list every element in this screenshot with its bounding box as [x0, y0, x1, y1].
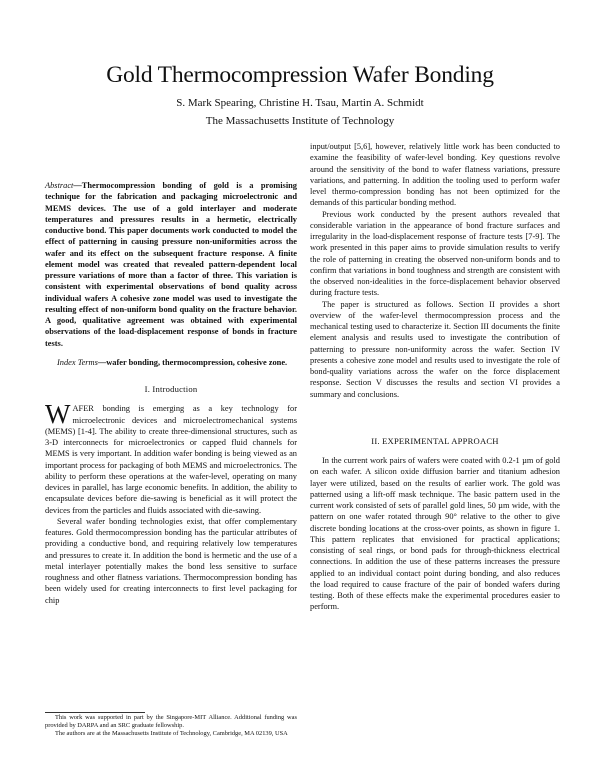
index-terms-text: —wafer bonding, thermocompression, cohesive zone. — [97, 357, 288, 367]
intro-paragraph-1 — [45, 399, 297, 516]
right-column — [310, 141, 560, 613]
section-heading-introduction: I. Introduction — [144, 384, 198, 394]
intro-paragraph-4: The paper is structured as follows. Section II provides a short overview of the wafer-level thermocompression process and the mechanical testing used to characterize it. Section III documents the finite element analysis and results used to investigate the contribution of patterning to pressure non-uniformity across the wafer. Section IV presents a cohesive zone model and results used to investigate the role of bond-quality variations across the wafer on the force displacement response. Section V discusses the results and section VI provides a summary and conclusions. — [310, 299, 560, 399]
footnotes — [45, 714, 297, 739]
footnote-affiliation: The authors are at the Massachusetts Institute of Technology, Cambridge, MA 02139, USA — [55, 730, 288, 738]
section-heading-experimental: II. EXPERIMENTAL APPROACH — [371, 435, 499, 446]
left-column — [45, 180, 297, 606]
column-gap — [310, 400, 560, 436]
author-list: S. Mark Spearing, Christine H. Tsau, Martin A. Schmidt — [176, 97, 424, 109]
index-terms — [45, 357, 297, 368]
intro-paragraph-2-continued: input/output [5,6], however, relatively little work has been conducted to examine the feasibility of wafer-level bonding. Key questions revolve around the sensitivity of the bond to wafer flatness variations, pressure variations, and patterning. In addition the tooling used to perform wafer level thermo-compression bonding has not been optimized for the demands of this particular bonding method. — [310, 142, 560, 208]
experimental-paragraph-1: In the current work pairs of wafers were coated with 0.2-1 µm of gold on each wafer. A silicon oxide diffusion barrier and titanium adhesion layer were utilized, based on the results of earlier work. The gold was patterned using a lift-off mask technique. The basic pattern used in the current work consisted of sets of parallel gold lines, 50 µm wide, with the pattern on one wafer rotated through 90° relative to the other to give discrete bonding locations at the cross-over points, as shown in figure 1. This pattern replicates that envisioned for practical applications; consisting of seal rings, or bond pads for through-thickness electrical connections. In addition the use of these patterns increases the pressure applied to an individual contact point during bonding, and also reduces the load required to cause fracture of the pair of bonded wafers during testing. Both of these effects make the experimental procedures easier to perform. — [310, 456, 560, 612]
abstract — [45, 180, 297, 349]
abstract-lead: Abstract — [45, 181, 74, 190]
footnote-funding: This work was supported in part by the Singapore-MIT Alliance. Additional funding was provided by DARPA and an SRC graduate fellowship. — [45, 714, 297, 730]
index-terms-lead: Index Terms — [57, 357, 98, 367]
footnote-divider — [45, 712, 145, 713]
affiliation: The Massachusetts Institute of Technology — [205, 115, 395, 127]
intro-paragraph-2: Several wafer bonding technologies exist, that offer complementary features. Gold thermocompression bonding has the particular attributes of providing a conductive bond, and requiring relatively low temperatures and pressures to create it. In addition the bond is hermetic and the use of a metal interlayer potentially makes the bond less sensitive to surface roughness and other flatness variations. Thermocompression bonding has been widely used for creating interconnects to first level packaging for chip — [45, 516, 297, 605]
abstract-text: —Thermocompression bonding of gold is a promising technique for the fabrication and packaging microelectronic and MEMS devices. The use of a gold interlayer and moderate temperatures and pressures results in a hermetic, electrically conductive bond. This paper documents work conducted to model the effect of patterning in causing pressure non-uniformities across the wafer and its effect on the subsequent fracture response. A finite element model was created that revealed pattern-dependent local pressure variations of more than a factor of three. This variation is consistent with experimental observations of bond quality across individual wafers A cohesive zone model was used to investigate the resulting effect of non-uniform bond quality on the fracture behavior. A good, qualitative agreement was obtained with experimental observations of the load-displacement response of bonds in fracture tests. — [45, 181, 297, 348]
intro-paragraph-3: Previous work conducted by the present authors revealed that considerable variation in the appearance of bond fracture surfaces and irregularity in the load-displacement response of fracture tests [7-9]. The work presented in this paper aims to provide simulation results to verify the role of patterning in creating the observed non-uniform bonds and to confirm that variations in bond toughness and strength are consistent with the observed non-idealities in the force-displacement behavior observed during fracture tests. — [310, 209, 560, 298]
paper-title: Gold Thermocompression Wafer Bonding — [106, 62, 494, 88]
intro-paragraph-1-text: AFER bonding is emerging as a key technology for microelectronic devices and microelectromechanical systems (MEMS) [1-4]. The ability to create three-dimensional structures, such as 3-D interconnects for microelectronics or capped fluid channels for MEMS is very important. In addition wafer bonding is being viewed as an important process for packaging of both MEMS and microelectronics. The ability to perform these operations at the wafer-level, operating on many devices in parallel, has large economic benefits. In addition, the ability to encapsulate devices before die-sawing is beneficial as it will protect the devices from the particles and fluids associated with die-sawing. — [45, 404, 297, 515]
drop-cap: W — [45, 399, 71, 430]
